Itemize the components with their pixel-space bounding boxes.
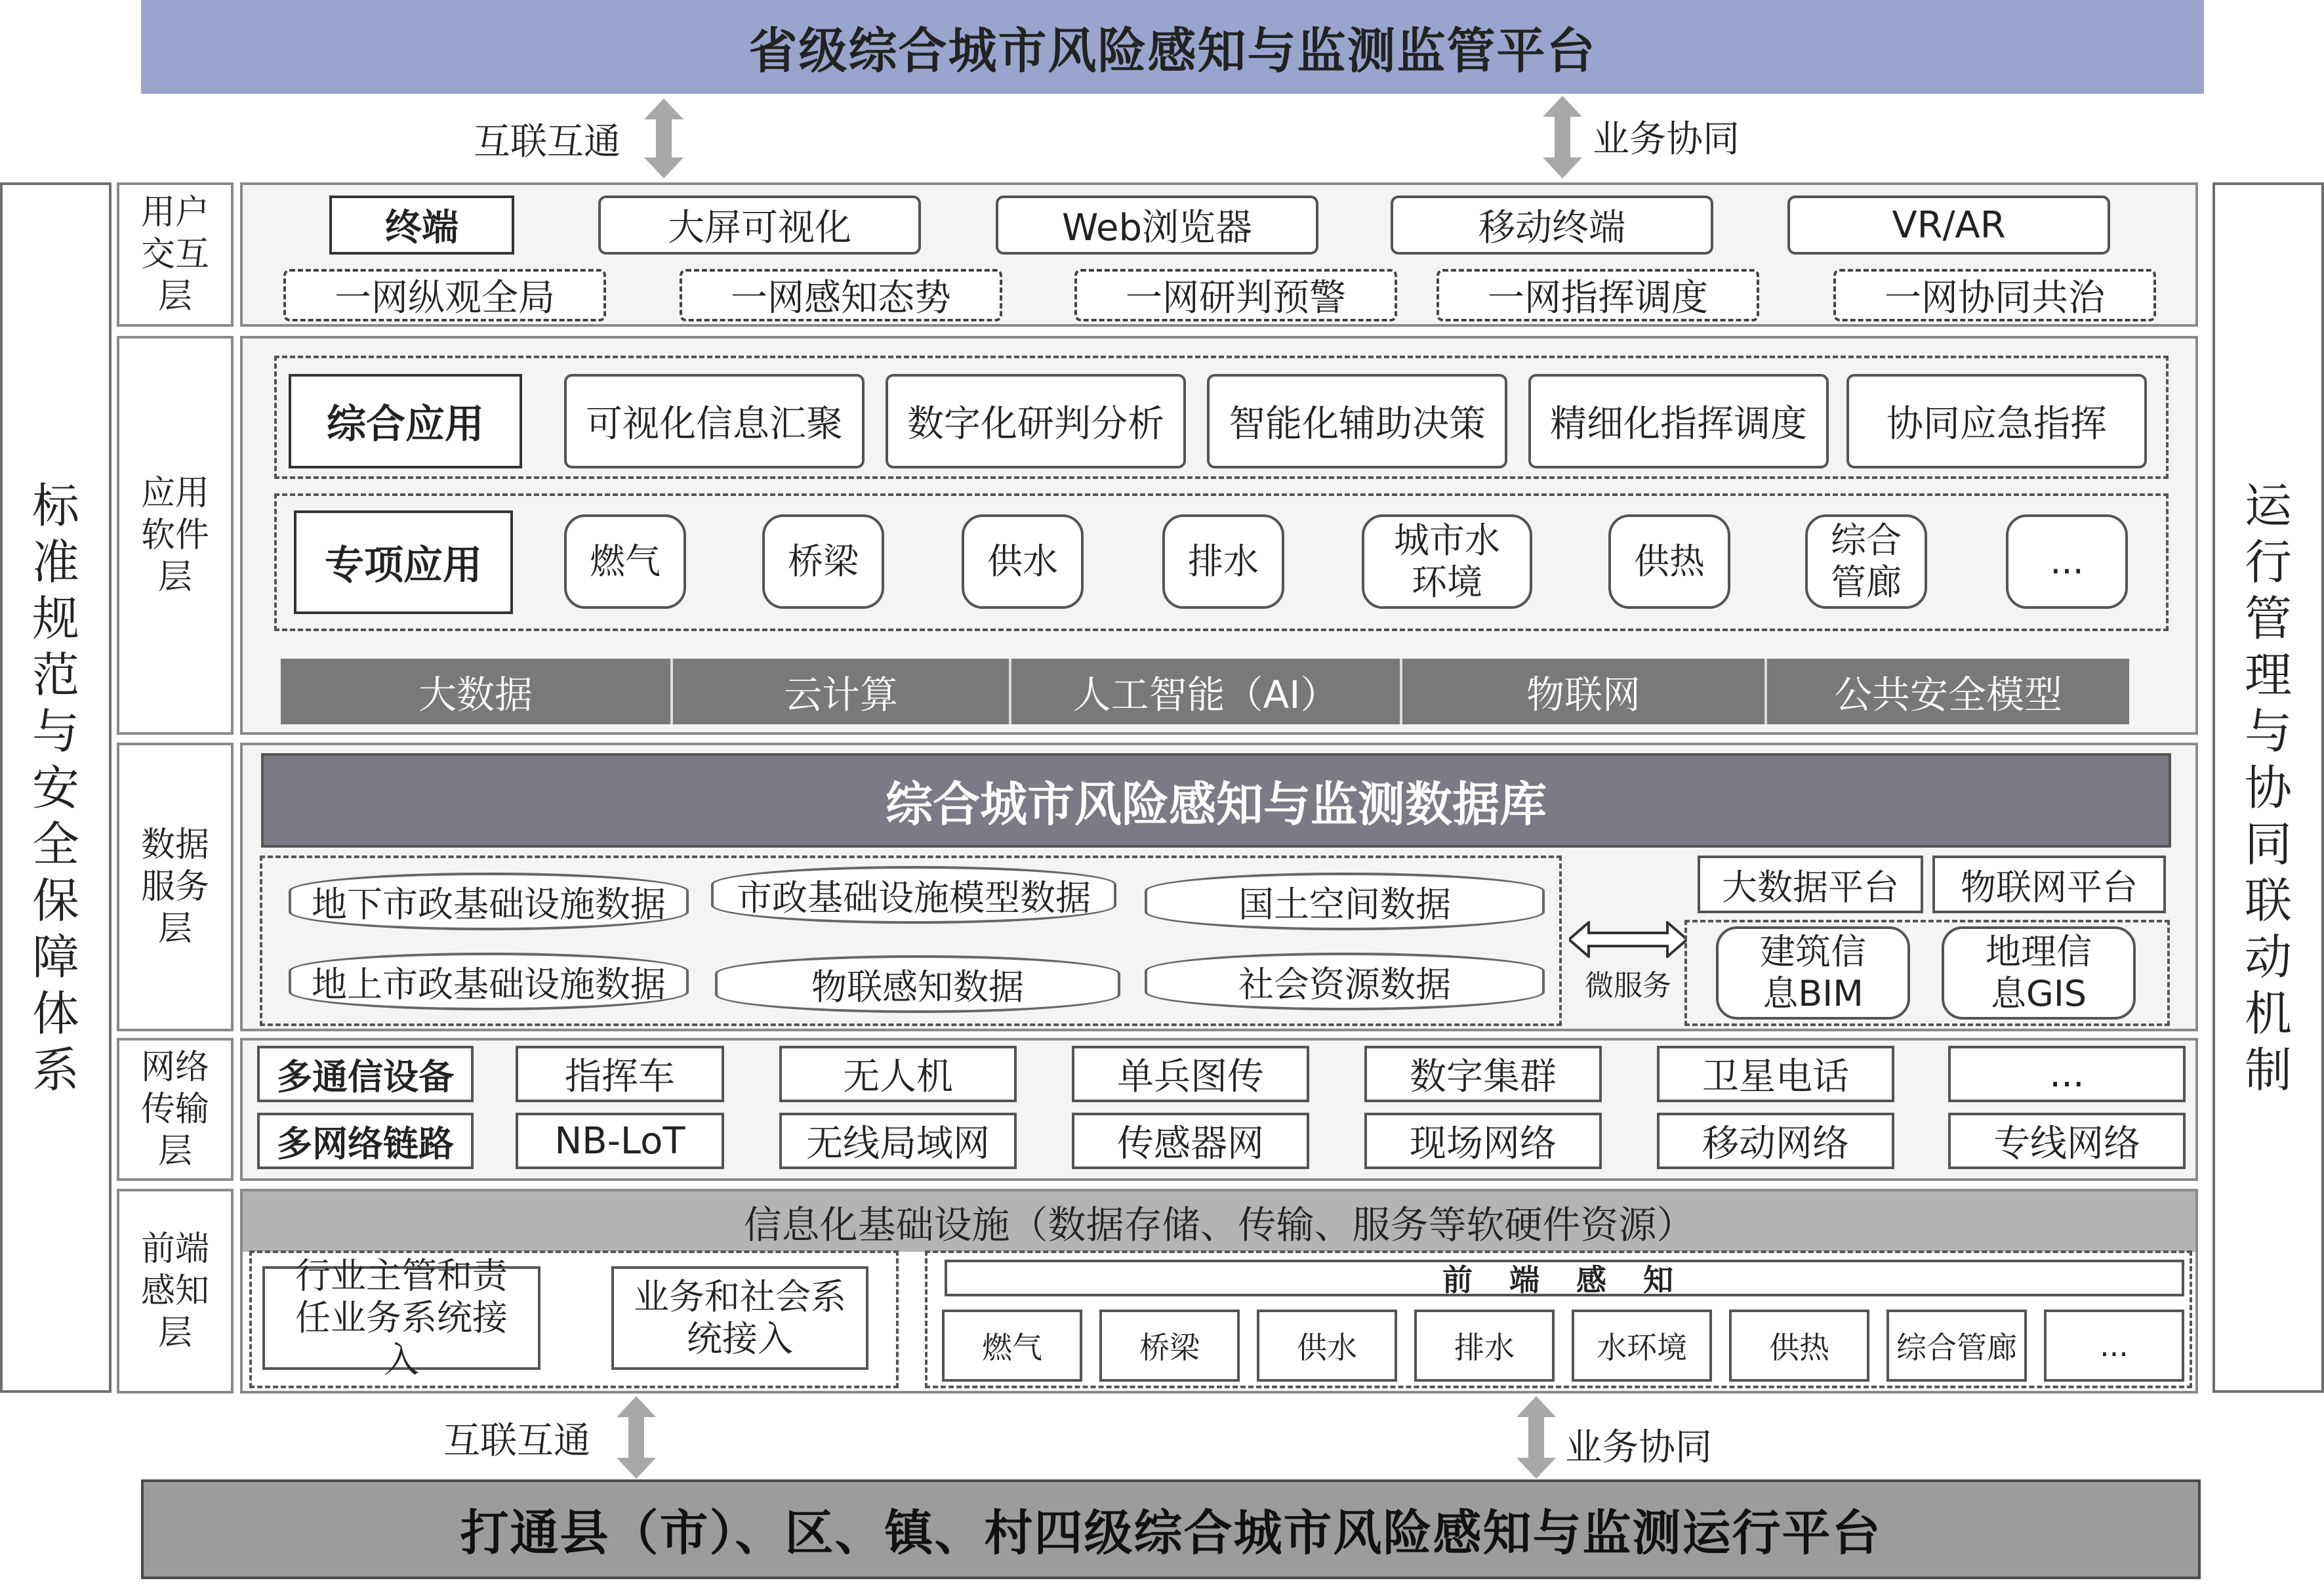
left-pillar [0, 182, 112, 1393]
database-title: 综合城市风险感知与监测数据库 [261, 753, 2171, 848]
device-digital-trunking: 数字集群 [1364, 1046, 1602, 1102]
layer-label-network [117, 1038, 234, 1181]
access-social-system: 业务和社会系统接入 [611, 1266, 868, 1370]
platform-iot: 物联网平台 [1932, 856, 2166, 913]
device-individual-video: 单兵图传 [1072, 1046, 1309, 1102]
microservice-label: 微服务 [1585, 969, 1671, 1002]
device-drone: 无人机 [779, 1046, 1017, 1102]
goal-cogovernance: 一网协同共治 [1833, 269, 2156, 321]
tech-big-data: 大数据 [281, 659, 673, 724]
bottom-platform-title: 打通县（市）、区、镇、村四级综合城市风险感知与监测运行平台 [460, 1505, 1882, 1561]
terminal-big-screen: 大屏可视化 [598, 196, 921, 255]
special-app-utility-tunnel: 综合管廊 [1805, 514, 1927, 609]
sensor-utility-tunnel: 综合管廊 [1886, 1310, 2027, 1382]
sensor-drainage: 排水 [1414, 1310, 1555, 1382]
special-app-more: ... [2006, 514, 2128, 609]
bottom-right-double-arrow-icon [1517, 1396, 1556, 1479]
integrated-app-command: 精细化指挥调度 [1528, 374, 1829, 468]
goal-perception: 一网感知态势 [680, 269, 1002, 321]
db-aboveground-infra: 地上市政基础设施数据 [289, 953, 689, 1010]
top-right-arrow-label: 业务协同 [1593, 118, 1740, 161]
device-more: ... [1948, 1046, 2186, 1102]
integrated-app-label: 综合应用 [289, 374, 522, 468]
terminal-label: 终端 [329, 196, 514, 255]
building-bim: 建筑信息BIM [1716, 926, 1910, 1020]
special-app-drainage: 排水 [1162, 514, 1284, 609]
integrated-app-emergency: 协同应急指挥 [1846, 374, 2147, 468]
layer-label-user [117, 182, 234, 327]
layer-label-frontend-text: 前端感知层 [140, 1229, 209, 1353]
geographic-gis: 地理信息GIS [1942, 926, 2136, 1020]
layer-label-frontend [117, 1189, 234, 1393]
tech-cloud-computing: 云计算 [673, 659, 1011, 724]
sensor-gas: 燃气 [942, 1310, 1082, 1382]
tech-ai: 人工智能（AI） [1011, 659, 1402, 724]
goal-overview: 一网纵观全局 [283, 269, 606, 321]
link-nb-lot: NB-LoT [516, 1113, 724, 1169]
integrated-app-analysis: 数字化研判分析 [886, 374, 1186, 468]
infra-bar: 信息化基础设施（数据存储、传输、服务等软硬件资源） [243, 1191, 2195, 1252]
special-app-label: 专项应用 [294, 510, 513, 614]
bottom-left-arrow-label: 互联互通 [443, 1420, 590, 1462]
layer-label-app-text: 应用软件层 [140, 474, 209, 597]
goal-warning: 一网研判预警 [1074, 269, 1397, 321]
db-underground-infra: 地下市政基础设施数据 [289, 873, 689, 930]
device-command-vehicle: 指挥车 [516, 1046, 724, 1102]
link-mobile-network: 移动网络 [1657, 1113, 1894, 1169]
tech-safety-model: 公共安全模型 [1767, 659, 2129, 724]
special-app-water-environment: 城市水环境 [1362, 514, 1532, 609]
top-platform-title: 省级综合城市风险感知与监测监管平台 [748, 22, 1597, 79]
layer-label-app [117, 336, 234, 735]
layer-label-user-text: 用户交互层 [140, 193, 209, 316]
access-industry-system: 行业主管和责任业务系统接入 [262, 1266, 540, 1370]
db-social-resource: 社会资源数据 [1145, 953, 1545, 1010]
top-platform-banner [141, 0, 2204, 94]
terminal-vr-ar: VR/AR [1787, 196, 2110, 255]
sensor-bridge: 桥梁 [1099, 1310, 1240, 1382]
microservice-double-arrow-icon [1569, 921, 1687, 958]
link-field-network: 现场网络 [1364, 1113, 1602, 1169]
network-devices-label: 多通信设备 [257, 1046, 474, 1102]
special-app-water-supply: 供水 [962, 514, 1084, 609]
link-dedicated-line: 专线网络 [1948, 1113, 2186, 1169]
sensor-more: ... [2044, 1310, 2184, 1382]
integrated-app-visual: 可视化信息汇聚 [564, 374, 865, 468]
perception-title: 前 端 感 知 [945, 1260, 2184, 1296]
tech-iot: 物联网 [1402, 659, 1767, 724]
goal-command: 一网指挥调度 [1437, 269, 1759, 321]
network-links-label: 多网络链路 [257, 1113, 474, 1169]
sensor-heating: 供热 [1729, 1310, 1869, 1382]
terminal-mobile: 移动终端 [1391, 196, 1713, 255]
db-iot-perception: 物联感知数据 [715, 955, 1120, 1013]
sensor-water-supply: 供水 [1257, 1310, 1397, 1382]
bottom-platform-banner [141, 1479, 2201, 1579]
bottom-right-arrow-label: 业务协同 [1565, 1426, 1712, 1469]
db-land-space: 国土空间数据 [1145, 873, 1545, 930]
top-right-double-arrow-icon [1543, 96, 1582, 178]
link-wlan: 无线局域网 [779, 1113, 1017, 1169]
layer-label-data [117, 743, 234, 1031]
right-pillar [2212, 182, 2324, 1393]
bottom-left-double-arrow-icon [617, 1396, 656, 1479]
top-left-arrow-label: 互联互通 [474, 121, 621, 163]
platform-big-data: 大数据平台 [1698, 856, 1923, 913]
terminal-web-browser: Web浏览器 [996, 196, 1318, 255]
right-pillar-text: 运行管理与协同联动机制 [2244, 478, 2292, 1098]
special-app-heating: 供热 [1608, 514, 1730, 609]
device-satellite-phone: 卫星电话 [1657, 1046, 1894, 1102]
layer-label-network-text: 网络传输层 [140, 1048, 209, 1171]
top-left-double-arrow-icon [644, 98, 683, 178]
link-sensor-network: 传感器网 [1072, 1113, 1309, 1169]
left-pillar-text: 标准规范与安全保障体系 [31, 478, 79, 1098]
special-app-gas: 燃气 [564, 514, 686, 609]
integrated-app-decision: 智能化辅助决策 [1207, 374, 1507, 468]
sensor-water-environment: 水环境 [1572, 1310, 1712, 1382]
db-infra-model: 市政基础设施模型数据 [711, 866, 1116, 924]
layer-label-data-text: 数据服务层 [140, 825, 209, 949]
special-app-bridge: 桥梁 [762, 514, 884, 609]
